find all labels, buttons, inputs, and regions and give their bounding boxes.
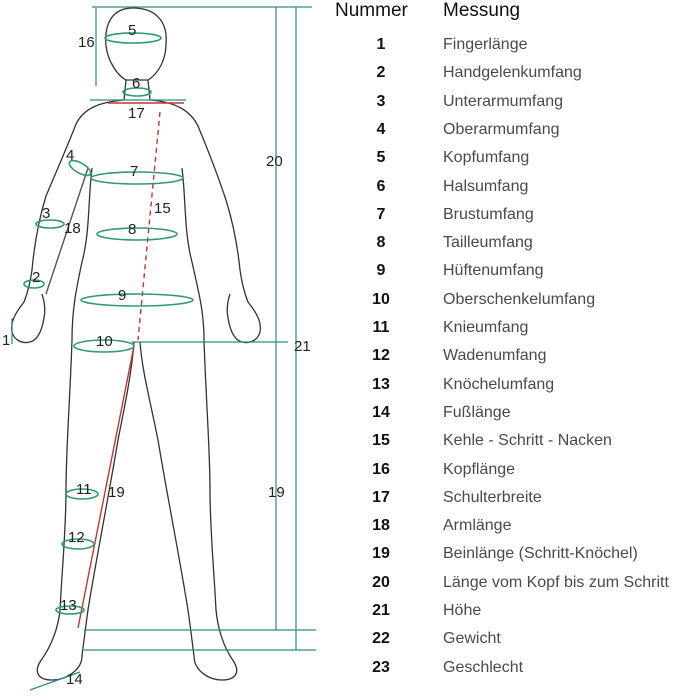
measurement-label: Kopflänge [443,460,516,478]
list-item [0,206,700,232]
label-1: 1 [2,332,11,349]
label-19-right: 19 [268,484,285,501]
measurement-number: 20 [372,573,390,591]
list-item [0,461,700,487]
list-item [0,319,700,345]
measurement-number: 1 [376,36,386,53]
measurement-label: Halsumfang [443,177,529,195]
list-item [0,347,700,373]
measurement-number: 13 [372,375,390,393]
measurement-number: 21 [372,602,390,619]
measurement-label: Gewicht [443,630,501,648]
measurement-label: Kehle - Schritt - Nacken [443,432,612,450]
list-item [0,93,700,119]
list-item [0,489,700,515]
measurement-number: 4 [376,120,386,138]
measurement-number: 5 [376,149,386,167]
measurement-number: 9 [376,262,386,280]
list-item [0,545,700,571]
label-6: 6 [132,75,141,92]
measurement-label: Handgelenkumfang [443,64,582,82]
measurement-label: Geschlecht [443,658,524,676]
label-2: 2 [32,269,41,286]
measurement-label: Tailleumfang [443,234,533,252]
label-7: 7 [130,163,139,180]
list-item [0,517,700,543]
label-10: 10 [96,333,113,350]
measurement-number: 7 [376,205,386,223]
measurement-label: Länge vom Kopf bis zum Schritt [443,573,669,591]
list-item [0,121,700,147]
list-item [0,262,700,288]
list-item [0,404,700,430]
label-12: 12 [68,529,85,546]
measurement-number: 18 [372,517,390,535]
measurement-number: 16 [372,460,390,478]
measurement-number: 3 [376,92,386,110]
list-item [0,149,700,175]
label-11: 11 [76,481,92,498]
measurement-label: Wadenumfang [443,347,547,365]
label-9: 9 [118,287,127,304]
label-20: 20 [266,153,283,170]
measurement-number: 15 [372,432,390,450]
label-4: 4 [66,147,75,164]
measurement-label: Fußlänge [443,403,511,421]
label-3: 3 [42,205,51,222]
measurement-label: Oberarmumfang [443,120,560,138]
measurement-label: Fingerlänge [443,36,528,53]
list-item [0,291,700,317]
list-item [0,574,700,600]
label-15: 15 [154,200,171,217]
list-item [0,234,700,260]
label-5: 5 [128,22,137,39]
measurement-number: 6 [376,177,386,195]
measurement-number: 2 [376,64,386,82]
list-item [0,630,700,656]
measurement-label: Knöchelumfang [443,375,555,393]
measurement-number: 19 [372,545,390,563]
measurement-number: 14 [372,403,390,421]
measurement-label: Knieumfang [443,319,529,336]
measurement-label: Hüftenumfang [443,262,544,280]
measurement-number: 12 [372,347,390,365]
measurement-number: 11 [372,319,390,336]
label-13: 13 [60,597,77,614]
measurement-number: 10 [372,290,390,308]
list-item [0,376,700,402]
header-number: Nummer [335,0,408,21]
label-19-left: 19 [108,484,125,501]
measurement-label: Armlänge [443,517,512,535]
label-21: 21 [294,338,311,355]
list-item [0,64,700,90]
label-14: 14 [66,671,83,688]
measurement-label: Kopfumfang [443,149,530,167]
label-18: 18 [64,220,81,237]
label-16: 16 [78,34,95,51]
label-8: 8 [128,221,137,238]
list-item [0,36,700,62]
measurement-label: Oberschenkelumfang [443,290,596,308]
measurement-number: 8 [376,234,386,252]
list-item [0,178,700,204]
list-item [0,659,700,685]
measurement-number: 23 [372,658,390,676]
measurement-label: Höhe [443,602,482,619]
measurement-number: 17 [372,488,390,506]
measurement-label: Unterarmumfang [443,92,564,110]
measurement-number: 22 [372,630,390,648]
label-17: 17 [128,105,145,122]
header-measurement: Messung [443,0,521,21]
measurement-label: Brustumfang [443,205,534,223]
list-item [0,432,700,458]
list-item [0,602,700,628]
measurement-label: Schulterbreite [443,488,542,506]
measurement-label: Beinlänge (Schritt-Knöchel) [443,545,638,563]
